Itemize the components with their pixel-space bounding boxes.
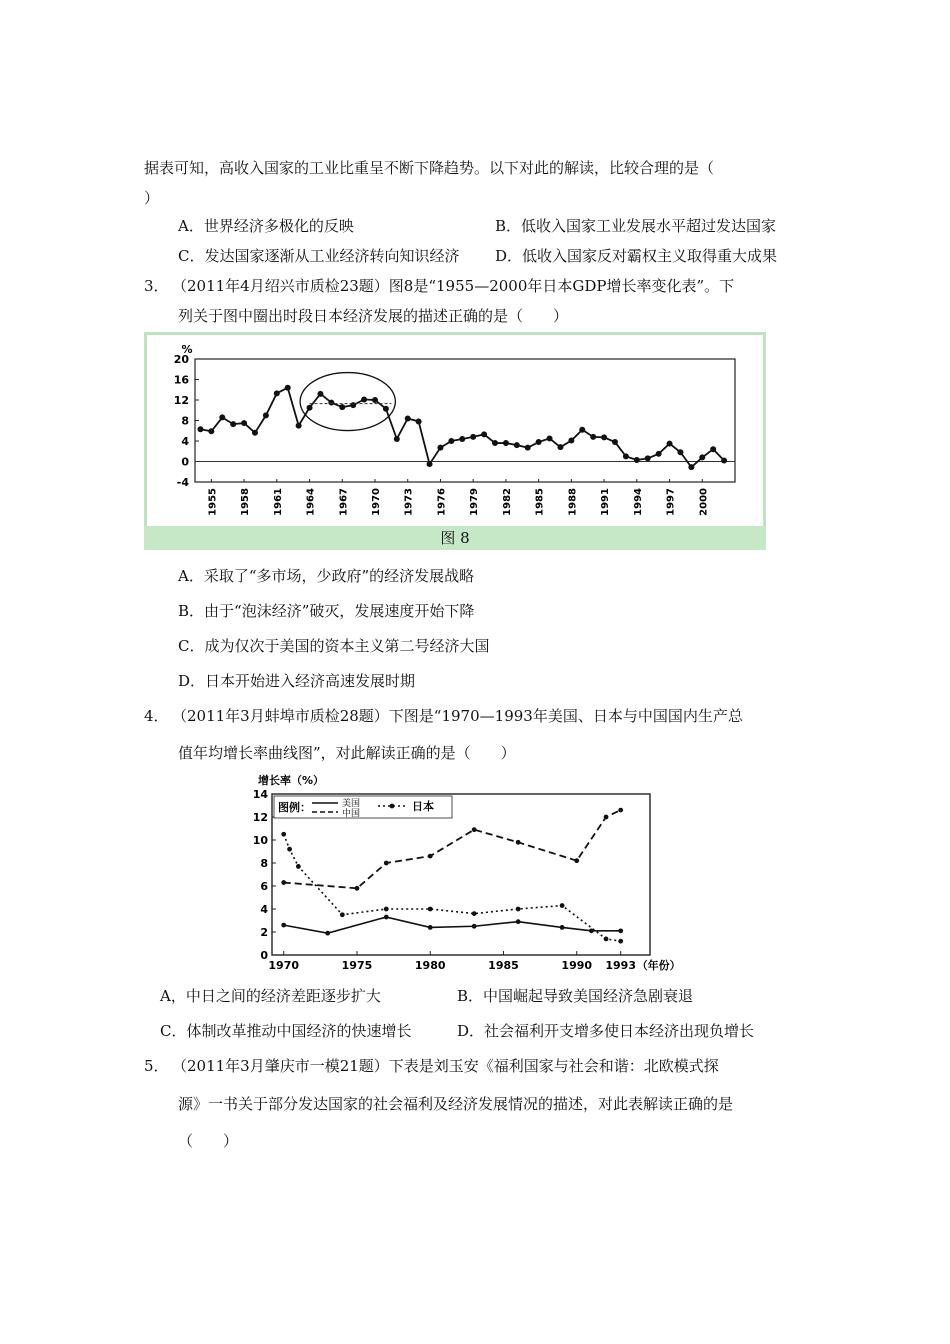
legend-title: 图例：	[278, 801, 311, 814]
x-tick-label: 1970	[371, 488, 382, 516]
series-point-中国	[281, 880, 286, 885]
series-point-美国	[428, 925, 433, 930]
q4-number: 4．	[144, 707, 169, 725]
gdp-growth-point	[252, 430, 258, 436]
gdp-growth-point	[514, 442, 520, 448]
gdp-growth-point	[547, 435, 553, 441]
series-point-中国	[574, 858, 579, 863]
legend-label-japan: 日本	[412, 800, 434, 813]
intro-option-c: C．发达国家逐渐从工业经济转向知识经济	[178, 247, 460, 265]
y-axis-unit: %	[181, 343, 193, 356]
series-point-美国	[281, 923, 286, 928]
gdp-growth-point	[307, 405, 313, 411]
series-point-日本	[384, 907, 389, 912]
intro-line-1: 据表可知，高收入国家的工业比重呈不断下降趋势。以下对此的解读，比较合理的是（	[144, 159, 715, 177]
y-tick-label: 8	[181, 414, 189, 428]
gdp-growth-point	[645, 455, 651, 461]
gdp-growth-point	[361, 396, 367, 402]
gdp-growth-point	[339, 404, 345, 410]
q5-number: 5．	[144, 1057, 169, 1075]
x-tick-label: 1970	[268, 959, 300, 972]
figure-growth-rate-chart	[244, 770, 704, 976]
intro-option-a: A．世界经济多极化的反映	[178, 217, 354, 235]
series-point-中国	[516, 840, 521, 845]
series-point-日本	[340, 912, 345, 917]
x-tick-label: 1976	[436, 488, 448, 516]
series-line-美国	[284, 917, 621, 933]
gdp-growth-line	[200, 388, 724, 467]
y-axis-title: 增长率（%）	[258, 774, 325, 787]
gdp-growth-point	[383, 406, 389, 412]
gdp-growth-point	[448, 438, 454, 444]
gdp-growth-point	[470, 434, 476, 440]
y-tick-label: 6	[260, 880, 268, 893]
q4-line-1: （2011年3月蚌埠市质检28题）下图是“1970—1993年美国、日本与中国国内生产总	[172, 707, 743, 725]
y-tick-label: 20	[173, 353, 189, 366]
series-point-中国	[384, 861, 389, 866]
gdp-growth-point	[416, 419, 422, 425]
y-tick-label: 10	[252, 834, 268, 847]
gdp-growth-point	[274, 390, 280, 396]
q4-option-d: D．社会福利开支增多使日本经济出现负增长	[457, 1022, 755, 1040]
x-tick-label: 1958	[240, 488, 252, 516]
series-point-日本	[281, 832, 286, 837]
series-point-中国	[428, 854, 433, 859]
x-tick-label: 1975	[341, 959, 373, 972]
x-tick-label: 1991	[600, 488, 612, 516]
y-tick-label: 4	[181, 435, 189, 448]
q3-line-2: 列关于图中圈出时段日本经济发展的描述正确的是（ ）	[178, 307, 569, 325]
q3-option-a: A．采取了“多市场，少政府”的经济发展战略	[178, 567, 475, 585]
gdp-growth-point	[372, 397, 378, 403]
gdp-growth-point	[350, 402, 356, 408]
gdp-growth-point	[394, 436, 400, 442]
gdp-growth-point	[557, 444, 563, 450]
x-tick-label: 1967	[338, 488, 350, 516]
gdp-growth-point	[197, 426, 203, 432]
gdp-growth-point	[437, 445, 443, 451]
q4-option-b: B．中国崛起导致美国经济急剧衰退	[457, 987, 694, 1005]
y-tick-label: -4	[176, 476, 189, 489]
y-tick-label: 12	[173, 394, 189, 407]
series-point-美国	[325, 931, 330, 936]
gdp-growth-point	[536, 439, 542, 445]
gdp-growth-point	[219, 414, 225, 420]
legend-label-us: 美国	[342, 799, 361, 809]
y-tick-label: 16	[173, 373, 189, 387]
gdp-growth-point	[208, 428, 214, 434]
series-point-美国	[516, 919, 521, 924]
x-tick-label: 1973	[403, 488, 415, 516]
gdp-growth-point	[525, 445, 531, 451]
gdp-growth-point	[699, 454, 705, 460]
legend-marker-japan	[390, 804, 395, 809]
x-tick-label: 2000	[698, 488, 710, 516]
series-point-日本	[604, 937, 609, 942]
figure-8-chart	[147, 335, 763, 525]
series-point-日本	[287, 847, 292, 852]
gdp-growth-point	[328, 400, 334, 406]
q4-line-2: 值年均增长率曲线图”，对此解读正确的是（ ）	[178, 744, 516, 762]
legend-label-china: 中国	[342, 809, 361, 819]
x-tick-label: 1980	[414, 959, 446, 972]
gdp-growth-point	[623, 453, 629, 459]
x-tick-label: 1990	[561, 959, 593, 972]
x-tick-label: 1985	[534, 488, 546, 516]
series-point-美国	[384, 915, 389, 920]
series-point-日本	[296, 864, 301, 869]
y-tick-label: 14	[252, 788, 268, 801]
q3-option-c: C．成为仅次于美国的资本主义第二号经济大国	[178, 637, 490, 655]
series-line-日本	[284, 834, 621, 941]
q3-number: 3．	[144, 277, 169, 295]
q3-option-b: B．由于“泡沫经济”破灭，发展速度开始下降	[178, 602, 475, 620]
q3-option-d: D．日本开始进入经济高速发展时期	[178, 672, 416, 690]
gdp-growth-point	[601, 434, 607, 440]
x-tick-label: 1961	[272, 488, 284, 516]
y-tick-label: 0	[181, 455, 189, 469]
gdp-growth-point	[492, 440, 498, 446]
series-point-日本	[560, 903, 565, 908]
gdp-growth-point	[688, 464, 694, 470]
x-tick-label: 1964	[305, 488, 317, 516]
gdp-growth-point	[590, 434, 596, 440]
x-tick-label: 1988	[567, 488, 579, 516]
gdp-growth-point	[459, 436, 465, 442]
series-point-美国	[472, 924, 477, 929]
gdp-growth-point	[677, 449, 683, 455]
intro-option-b: B．低收入国家工业发展水平超过发达国家	[495, 217, 777, 235]
series-point-日本	[618, 939, 623, 944]
gdp-growth-point	[612, 439, 618, 445]
q5-line-3: （ ）	[178, 1132, 239, 1150]
y-tick-label: 4	[260, 903, 268, 916]
gdp-growth-point	[263, 412, 269, 418]
q5-line-2: 源》一书关于部分发达国家的社会福利及经济发展情况的描述，对此表解读正确的是	[178, 1095, 734, 1113]
gdp-growth-point	[503, 440, 509, 446]
y-tick-label: 0	[260, 949, 268, 962]
gdp-growth-point	[230, 421, 236, 427]
gdp-growth-point	[579, 427, 585, 433]
x-tick-label: 1985	[488, 959, 519, 972]
intro-line-2: ）	[144, 189, 160, 207]
intro-option-d: D．低收入国家反对霸权主义取得重大成果	[495, 247, 778, 265]
q4-option-a: A，中日之间的经济差距逐步扩大	[160, 987, 381, 1005]
x-axis-title: （年份）	[636, 959, 681, 972]
gdp-growth-point	[721, 457, 727, 463]
gdp-growth-point	[405, 415, 411, 421]
q5-line-1: （2011年3月肇庆市一模21题）下表是刘玉安《福利国家与社会和谐：北欧模式探	[172, 1057, 719, 1075]
gdp-growth-point	[317, 391, 323, 397]
x-tick-label: 1994	[632, 488, 644, 516]
figure-8-frame	[144, 332, 766, 550]
gdp-growth-point	[285, 385, 291, 391]
y-tick-label: 8	[260, 857, 268, 870]
y-tick-label: 2	[260, 926, 268, 939]
series-point-中国	[618, 808, 623, 813]
gdp-growth-point	[656, 451, 662, 457]
plot-frame	[195, 359, 735, 482]
gdp-growth-point	[481, 431, 487, 437]
x-tick-label: 1955	[207, 488, 219, 516]
x-tick-label: 1982	[501, 488, 513, 516]
series-point-日本	[428, 907, 433, 912]
series-point-中国	[472, 827, 477, 832]
series-point-中国	[355, 886, 360, 891]
x-tick-label: 1993	[605, 959, 637, 972]
gdp-growth-point	[667, 441, 673, 447]
q3-line-1: （2011年4月绍兴市质检23题）图8是“1955—2000年日本GDP增长率变化表”。下	[172, 277, 735, 295]
series-point-美国	[560, 925, 565, 930]
series-point-日本	[516, 907, 521, 912]
legend	[274, 796, 452, 819]
gdp-growth-point	[241, 420, 247, 426]
gdp-growth-point	[296, 423, 302, 429]
y-tick-label: 12	[252, 811, 268, 824]
gdp-growth-point	[710, 446, 716, 452]
gdp-growth-point	[568, 437, 574, 443]
figure-8-caption: 图 8	[440, 529, 470, 547]
gdp-growth-point	[427, 461, 433, 467]
x-tick-label: 1979	[469, 488, 481, 516]
series-line-中国	[284, 810, 621, 888]
series-point-美国	[618, 928, 623, 933]
x-tick-label: 1997	[665, 488, 677, 516]
q4-option-c: C．体制改革推动中国经济的快速增长	[160, 1022, 412, 1040]
gdp-growth-point	[634, 457, 640, 463]
series-point-日本	[472, 911, 477, 916]
figure-8-caption-bar	[144, 526, 766, 550]
series-point-中国	[604, 815, 609, 820]
